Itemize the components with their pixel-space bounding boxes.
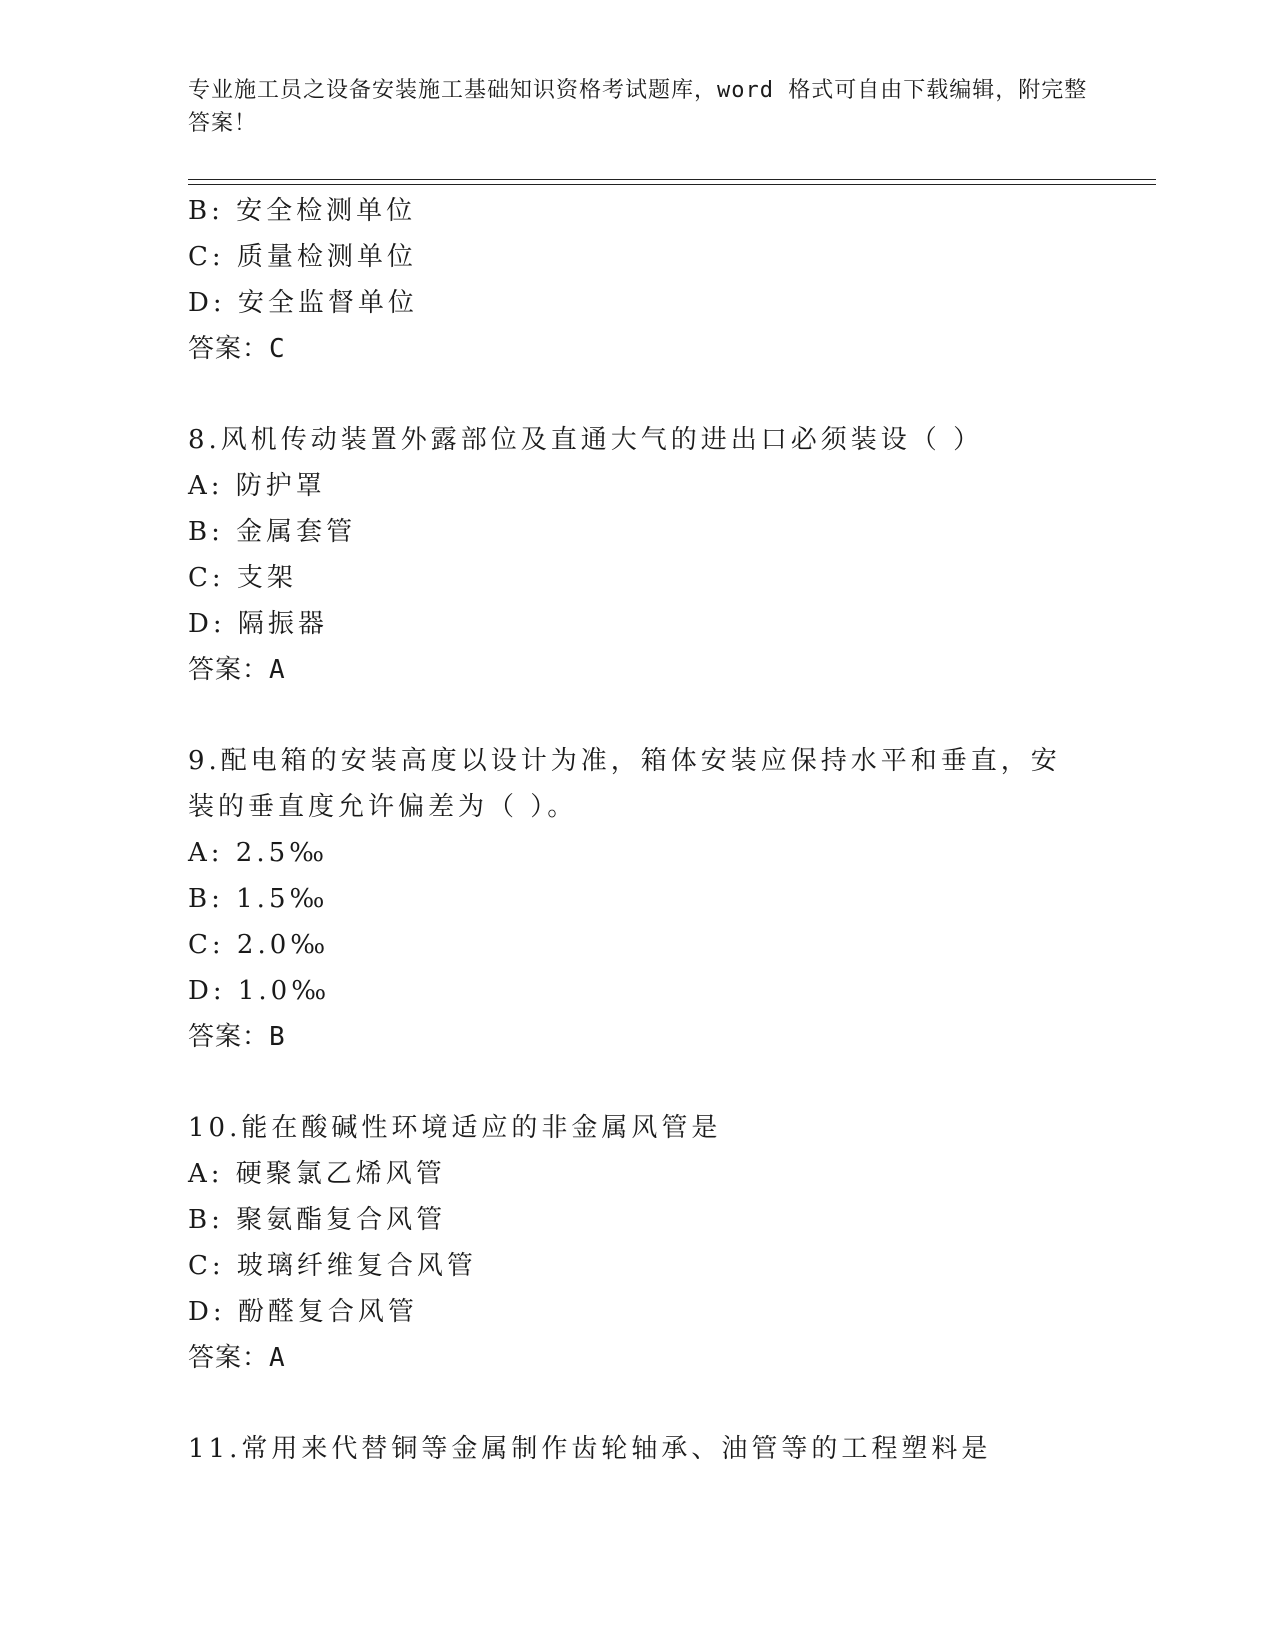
question-block-7 <box>188 188 1088 372</box>
question-block-8 <box>188 417 1088 693</box>
option-b: B: 安全检测单位 <box>188 196 417 226</box>
option-a: A: 硬聚氯乙烯风管 <box>188 1159 446 1189</box>
option-d: D: 酚醛复合风管 <box>188 1297 418 1327</box>
question-block-10 <box>188 1105 1088 1381</box>
option-c: C: 2.0‰ <box>188 930 330 960</box>
answer-line: 答案：C <box>188 334 286 364</box>
spacer <box>188 372 1088 417</box>
option-c: C: 支架 <box>188 563 297 593</box>
spacer <box>188 1060 1088 1105</box>
option-c: C: 玻璃纤维复合风管 <box>188 1251 477 1281</box>
answer-line: 答案：A <box>188 655 286 685</box>
spacer <box>188 693 1088 738</box>
question-text: 9.配电箱的安装高度以设计为准，箱体安装应保持水平和垂直，安装的垂直度允许偏差为（ ）。 <box>188 746 1061 822</box>
spacer <box>188 1381 1088 1426</box>
question-text: 8.风机传动装置外露部位及直通大气的进出口必须装设（ ） <box>188 425 984 455</box>
question-block-11 <box>188 1426 1088 1472</box>
document-header: 专业施工员之设备安装施工基础知识资格考试题库，word 格式可自由下载编辑，附完整答案！ <box>188 78 1088 136</box>
answer-line: 答案：A <box>188 1343 286 1373</box>
option-b: B: 1.5‰ <box>188 884 329 914</box>
question-list <box>188 188 1088 1472</box>
option-b: B: 金属套管 <box>188 517 357 547</box>
option-a: A: 2.5‰ <box>188 838 329 868</box>
option-a: A: 防护罩 <box>188 471 326 501</box>
answer-line: 答案：B <box>188 1022 286 1052</box>
question-block-9 <box>188 738 1088 1060</box>
option-d: D: 1.0‰ <box>188 976 331 1006</box>
option-b: B: 聚氨酯复合风管 <box>188 1205 447 1235</box>
question-text: 11.常用来代替铜等金属制作齿轮轴承、油管等的工程塑料是 <box>188 1434 992 1464</box>
header-rule-bottom <box>188 184 1156 185</box>
option-c: C: 质量检测单位 <box>188 242 417 272</box>
option-d: D: 安全监督单位 <box>188 288 418 318</box>
question-text: 10.能在酸碱性环境适应的非金属风管是 <box>188 1113 722 1143</box>
header-rule-top <box>188 179 1156 180</box>
option-d: D: 隔振器 <box>188 609 328 639</box>
